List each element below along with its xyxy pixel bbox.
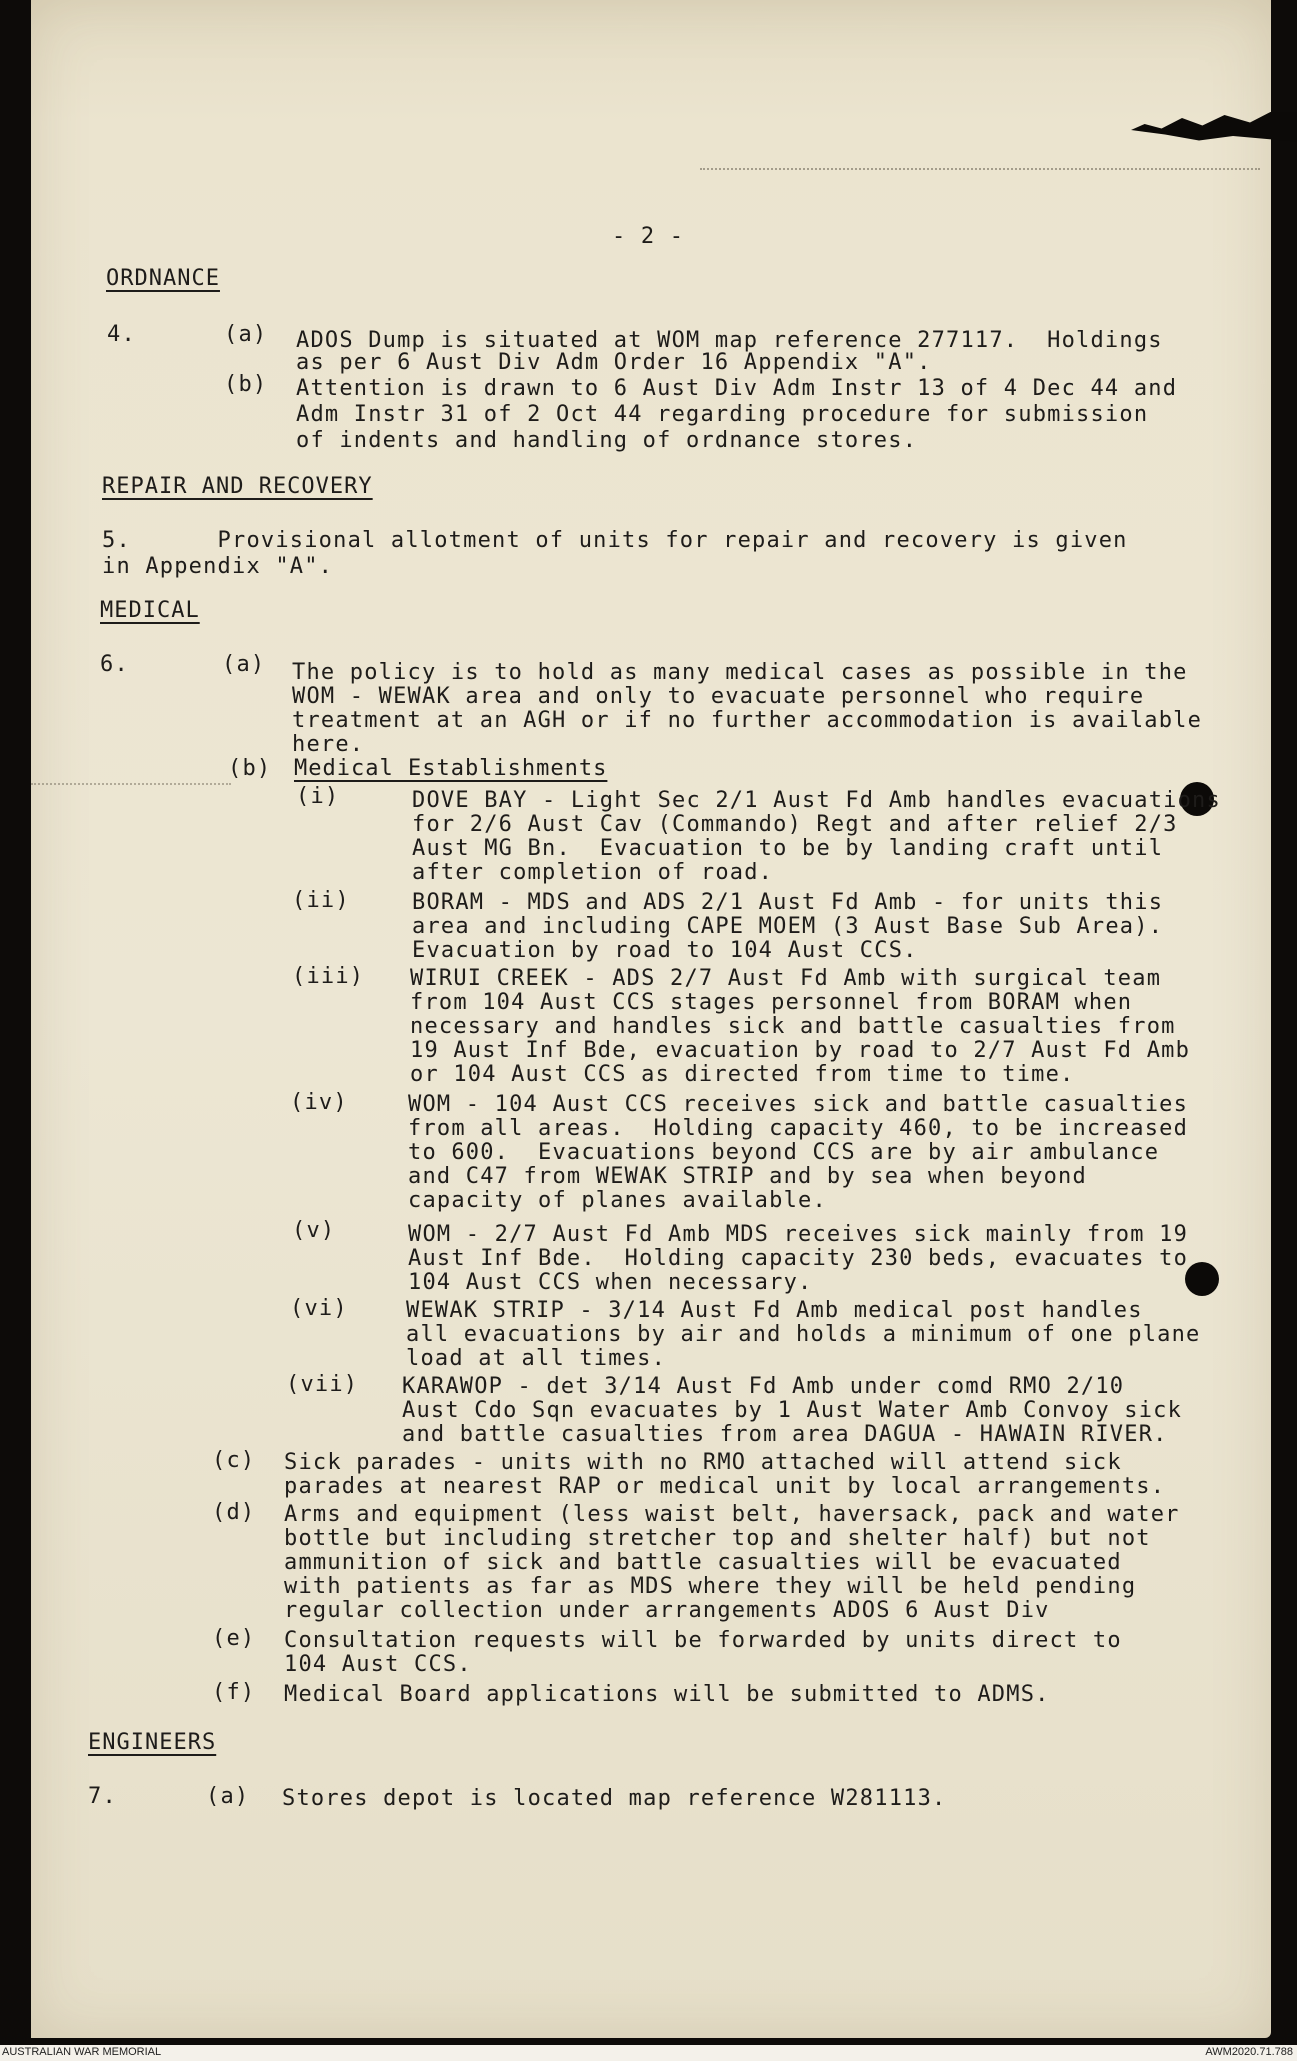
establishment-iii-line-4: 19 Aust Inf Bde, evacuation by road to 2/7 Aust Fd Amb (410, 1038, 1191, 1063)
establishment-vii-line-1: KARAWOP - det 3/14 Aust Fd Amb under comd RMO 2/10 (402, 1374, 1125, 1399)
punch-hole-bottom (1185, 1262, 1219, 1296)
medical-e-line-2: 104 Aust CCS. (284, 1652, 472, 1677)
medical-a-line-1: The policy is to hold as many medical cases as possible in the (292, 660, 1188, 685)
establishment-v-line-2: Aust Inf Bde. Holding capacity 230 beds, evacuates to (408, 1246, 1189, 1271)
engineers-a-label: (a) (206, 1784, 250, 1809)
medical-a-label: (a) (222, 652, 266, 677)
establishment-iv-line-5: capacity of planes available. (408, 1188, 827, 1213)
ordnance-a-line-2: as per 6 Aust Div Adm Order 16 Appendix "A". (296, 350, 932, 375)
establishment-vi-num: (vi) (290, 1296, 348, 1321)
medical-d-line-5: regular collection under arrangements ADOS 6 Aust Div (284, 1598, 1050, 1623)
repair-line-2: in Appendix "A". (102, 554, 334, 579)
establishment-i-line-3: Aust MG Bn. Evacuation to be by landing craft until (412, 836, 1164, 861)
establishment-i-line-1: DOVE BAY - Light Sec 2/1 Aust Fd Amb handles evacuations (412, 788, 1221, 813)
establishment-iv-line-4: and C47 from WEWAK STRIP and by sea when beyond (408, 1164, 1087, 1189)
ordnance-b-label: (b) (224, 372, 268, 397)
establishment-vii-line-3: and battle casualties from area DAGUA - HAWAIN RIVER. (402, 1422, 1168, 1447)
para-number-4: 4. (107, 322, 136, 347)
establishment-v-line-3: 104 Aust CCS when necessary. (408, 1270, 813, 1295)
establishment-ii-line-1: BORAM - MDS and ADS 2/1 Aust Fd Amb - for units this (412, 890, 1164, 915)
medical-d-line-3: ammunition of sick and battle casualties will be evacuated (284, 1550, 1122, 1575)
establishment-vi-line-1: WEWAK STRIP - 3/14 Aust Fd Amb medical post handles (406, 1298, 1143, 1323)
section-heading-ordnance: ORDNANCE (106, 266, 220, 291)
page-number: - 2 - (612, 224, 685, 249)
medical-c-line-2: parades at nearest RAP or medical unit by local arrangements. (284, 1474, 1166, 1499)
medical-d-line-2: bottle but including stretcher top and shelter half) but not (284, 1526, 1151, 1551)
establishment-iv-line-3: to 600. Evacuations beyond CCS are by air ambulance (408, 1140, 1160, 1165)
ordnance-b-line-1: Attention is drawn to 6 Aust Div Adm Instr 13 of 4 Dec 44 and (296, 376, 1178, 401)
ordnance-b-line-2: Adm Instr 31 of 2 Oct 44 regarding procedure for submission (296, 402, 1149, 427)
footer-accession-number: AWM2020.71.788 (1205, 2046, 1293, 2058)
establishment-i-line-4: after completion of road. (412, 860, 774, 885)
engineers-a-line: Stores depot is located map reference W281113. (282, 1786, 947, 1811)
para-number-6: 6. (100, 652, 129, 677)
para-number-7: 7. (88, 1784, 117, 1809)
medical-a-line-2: WOM - WEWAK area and only to evacuate personnel who require (292, 684, 1145, 709)
repair-line-1: 5. Provisional allotment of units for repair and recovery is given (102, 528, 1128, 553)
fold-mark-left (31, 783, 231, 787)
establishment-ii-num: (ii) (292, 888, 350, 913)
medical-a-line-4: here. (292, 732, 365, 757)
section-heading-repair: REPAIR AND RECOVERY (102, 474, 373, 499)
medical-d-line-1: Arms and equipment (less waist belt, haversack, pack and water (284, 1502, 1180, 1527)
medical-f-line-1: Medical Board applications will be submitted to ADMS. (284, 1682, 1050, 1707)
medical-f-label: (f) (212, 1680, 256, 1705)
ordnance-a-line-1: ADOS Dump is situated at WOM map reference 277117. Holdings (296, 328, 1163, 353)
medical-e-label: (e) (212, 1626, 256, 1651)
establishment-iv-line-2: from all areas. Holding capacity 460, to be increased (408, 1116, 1189, 1141)
establishment-vii-line-2: Aust Cdo Sqn evacuates by 1 Aust Water Amb Convoy sick (402, 1398, 1183, 1423)
establishment-vi-line-2: all evacuations by air and holds a minimum of one plane (406, 1322, 1201, 1347)
medical-b-label: (b) (228, 756, 272, 781)
ordnance-a-label: (a) (224, 322, 268, 347)
fold-mark (700, 168, 1260, 174)
establishment-v-num: (v) (292, 1218, 336, 1243)
section-heading-engineers: ENGINEERS (88, 1730, 217, 1755)
establishment-ii-line-3: Evacuation by road to 104 Aust CCS. (412, 938, 918, 963)
medical-establishments-heading: Medical Establishments (294, 756, 608, 781)
establishment-ii-line-2: area and including CAPE MOEM (3 Aust Base Sub Area). (412, 914, 1164, 939)
establishment-vii-num: (vii) (286, 1372, 359, 1397)
establishment-iii-line-1: WIRUI CREEK - ADS 2/7 Aust Fd Amb with surgical team (410, 966, 1162, 991)
establishment-vi-line-3: load at all times. (406, 1346, 667, 1371)
medical-c-line-1: Sick parades - units with no RMO attached will attend sick (284, 1450, 1122, 1475)
medical-d-line-4: with patients as far as MDS where they will be held pending (284, 1574, 1137, 1599)
establishment-i-line-2: for 2/6 Aust Cav (Commando) Regt and after relief 2/3 (412, 812, 1178, 837)
medical-d-label: (d) (212, 1500, 256, 1525)
section-heading-medical: MEDICAL (100, 598, 200, 623)
establishment-i-num: (i) (296, 784, 340, 809)
establishment-iii-num: (iii) (292, 964, 365, 989)
torn-corner (1131, 112, 1297, 142)
establishment-iii-line-5: or 104 Aust CCS as directed from time to time. (410, 1062, 1075, 1087)
medical-c-label: (c) (212, 1448, 256, 1473)
medical-a-line-3: treatment at an AGH or if no further accommodation is available (292, 708, 1203, 733)
establishment-iv-num: (iv) (290, 1090, 348, 1115)
ordnance-b-line-3: of indents and handling of ordnance stores. (296, 428, 918, 453)
establishment-iii-line-2: from 104 Aust CCS stages personnel from BORAM when (410, 990, 1133, 1015)
establishment-iv-line-1: WOM - 104 Aust CCS receives sick and battle casualties (408, 1092, 1189, 1117)
footer-source: AUSTRALIAN WAR MEMORIAL (2, 2046, 162, 2058)
medical-e-line-1: Consultation requests will be forwarded by units direct to (284, 1628, 1122, 1653)
establishment-v-line-1: WOM - 2/7 Aust Fd Amb MDS receives sick mainly from 19 (408, 1222, 1189, 1247)
establishment-iii-line-3: necessary and handles sick and battle casualties from (410, 1014, 1176, 1039)
